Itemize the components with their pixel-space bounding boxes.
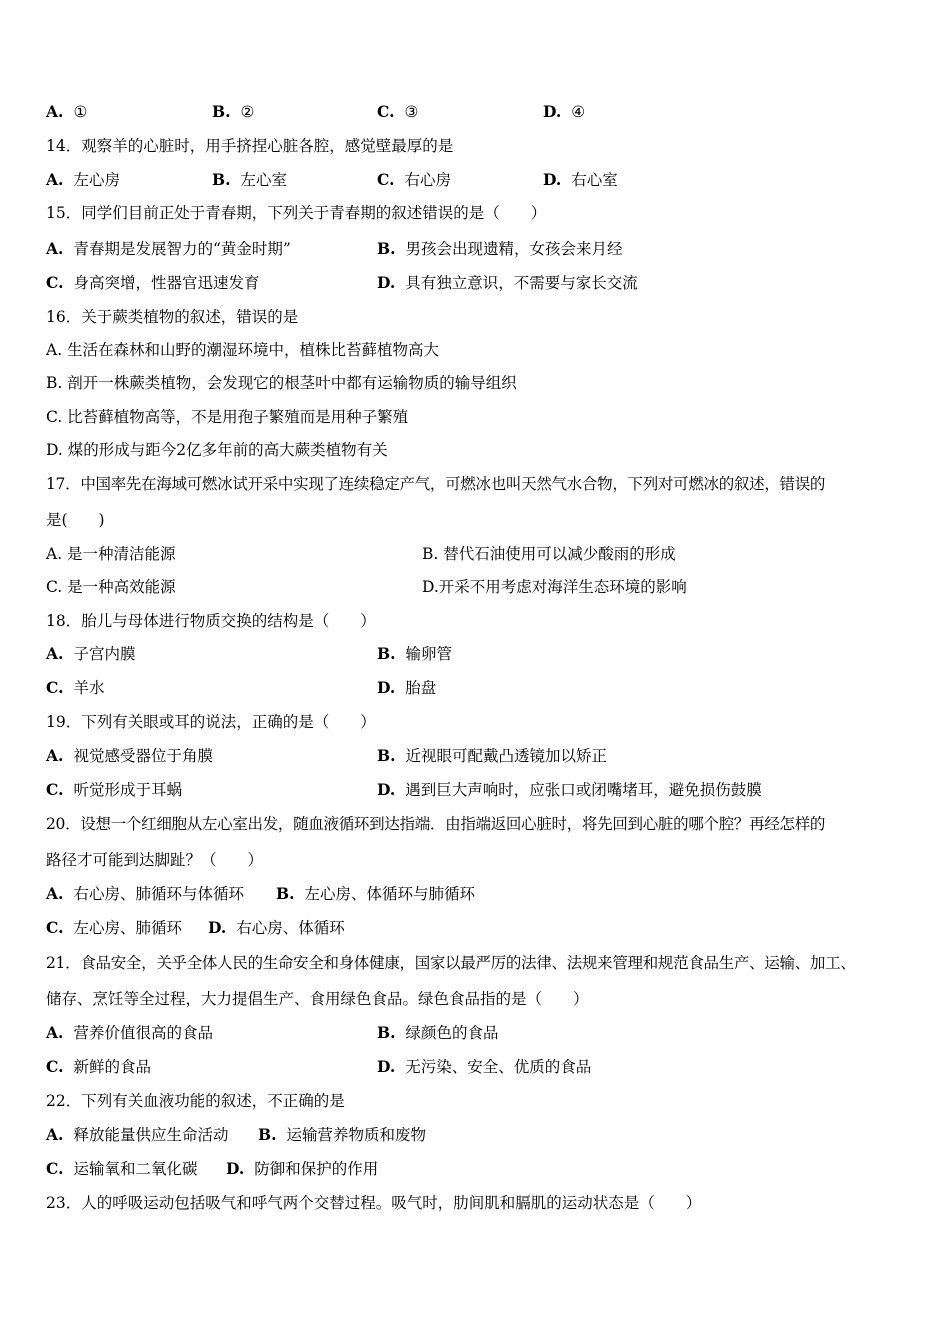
option-text: 左心房、肺循环 xyxy=(73,919,182,937)
q14-stem: 14．观察羊的心脏时，用手挤捏心脏各腔，感觉壁最厚的是 xyxy=(46,137,454,155)
option-key: B. xyxy=(212,170,231,189)
option-key: B. xyxy=(377,746,396,765)
option-text: 运输氧和二氧化碳 xyxy=(73,1160,198,1178)
q19-option-d xyxy=(377,780,762,800)
option-text: ② xyxy=(240,103,255,121)
q19-stem: 19．下列有关眼或耳的说法，正确的是（ ） xyxy=(46,713,376,731)
option-text: 遇到巨大声响时，应张口或闭嘴堵耳，避免损伤鼓膜 xyxy=(405,781,762,799)
q15-option-b xyxy=(377,239,623,259)
q20-stem-line2: 路径才可能到达脚趾？（ ） xyxy=(46,851,264,869)
option-key: C. xyxy=(46,780,64,799)
option-text: ④ xyxy=(571,103,586,121)
q16-option-b: B. 剖开一株蕨类植物，会发现它的根茎叶中都有运输物质的输导组织 xyxy=(46,374,517,392)
q14-option-a xyxy=(46,170,120,190)
q15-option-c xyxy=(46,273,259,293)
option-text: 近视眼可配戴凸透镜加以矫正 xyxy=(405,747,608,765)
q20-option-a xyxy=(46,884,244,904)
q15-stem: 15．同学们目前正处于青春期，下列关于青春期的叙述错误的是（ ） xyxy=(46,204,547,222)
q21-option-b xyxy=(377,1023,499,1043)
q16-option-a: A. 生活在森林和山野的潮湿环境中，植株比苔藓植物高大 xyxy=(46,341,440,359)
option-key: A. xyxy=(46,1125,64,1144)
q13-option-b xyxy=(212,102,254,122)
option-text: 运输营养物质和废物 xyxy=(286,1126,427,1144)
option-key: B. xyxy=(258,1125,277,1144)
option-text: 新鲜的食品 xyxy=(73,1058,151,1076)
option-text: 输卵管 xyxy=(405,645,453,663)
q18-option-c xyxy=(46,678,104,698)
q22-option-c xyxy=(46,1159,197,1179)
option-key: B. xyxy=(377,644,396,663)
option-text: 无污染、安全、优质的食品 xyxy=(405,1058,592,1076)
option-text: 右心房、肺循环与体循环 xyxy=(73,885,244,903)
option-key: B. xyxy=(212,102,231,121)
option-key: D. xyxy=(377,1057,396,1076)
q14-option-b xyxy=(212,170,287,190)
option-text: 防御和保护的作用 xyxy=(254,1160,379,1178)
option-key: D. xyxy=(226,1159,245,1178)
option-key: B. xyxy=(377,1023,396,1042)
q21-option-d xyxy=(377,1057,591,1077)
option-key: D. xyxy=(377,273,396,292)
option-key: A. xyxy=(46,239,64,258)
option-key: C. xyxy=(46,273,64,292)
q23-stem: 23．人的呼吸运动包括吸气和呼气两个交替过程。吸气时，肋间肌和膈肌的运动状态是（ ） xyxy=(46,1194,702,1212)
option-key: D. xyxy=(377,678,396,697)
q19-option-b xyxy=(377,746,607,766)
option-text: ③ xyxy=(404,103,419,121)
option-key: A. xyxy=(46,746,64,765)
option-key: D. xyxy=(208,918,227,937)
option-key: C. xyxy=(377,102,395,121)
q18-option-a xyxy=(46,644,135,664)
option-text: 羊水 xyxy=(73,679,105,697)
q22-option-a xyxy=(46,1125,228,1145)
q22-option-b xyxy=(258,1125,426,1145)
option-key: C. xyxy=(46,1057,64,1076)
option-key: D. xyxy=(377,780,396,799)
option-text: ① xyxy=(73,103,88,121)
q21-option-a xyxy=(46,1023,213,1043)
q17-option-d: D.开采不用考虑对海洋生态环境的影响 xyxy=(422,578,687,596)
q19-option-c xyxy=(46,780,182,800)
q17-stem-line2: 是( ) xyxy=(46,511,105,529)
q20-option-d xyxy=(208,918,345,938)
option-text: 子宫内膜 xyxy=(73,645,136,663)
q16-option-c: C. 比苔藓植物高等，不是用孢子繁殖而是用种子繁殖 xyxy=(46,408,409,426)
q13-option-a xyxy=(46,102,87,122)
option-key: A. xyxy=(46,884,64,903)
q17-option-a: A. 是一种清洁能源 xyxy=(46,545,176,563)
option-key: A. xyxy=(46,1023,64,1042)
option-text: 左心房 xyxy=(73,171,120,189)
option-key: A. xyxy=(46,102,64,121)
option-text: 身高突增，性器官迅速发育 xyxy=(73,274,260,292)
option-key: D. xyxy=(543,170,562,189)
option-text: 具有独立意识，不需要与家长交流 xyxy=(405,274,638,292)
option-key: A. xyxy=(46,170,64,189)
option-text: 左心室 xyxy=(240,171,288,189)
q14-option-c xyxy=(377,170,451,190)
option-text: 右心房 xyxy=(404,171,451,189)
option-text: 青春期是发展智力的“黄金时期” xyxy=(73,240,291,258)
q15-option-d xyxy=(377,273,638,293)
q21-option-c xyxy=(46,1057,151,1077)
q17-option-b: B. 替代石油使用可以减少酸雨的形成 xyxy=(422,545,676,563)
option-text: 释放能量供应生命活动 xyxy=(73,1126,229,1144)
q20-stem-line1: 20．设想一个红细胞从左心室出发，随血液循环到达指端．由指端返回心脏时，将先回到心脏的哪个腔？再经怎样的 xyxy=(46,815,826,833)
q22-stem: 22．下列有关血液功能的叙述，不正确的是 xyxy=(46,1092,345,1110)
q19-option-a xyxy=(46,746,213,766)
option-key: B. xyxy=(377,239,396,258)
q18-stem: 18．胎儿与母体进行物质交换的结构是（ ） xyxy=(46,612,376,630)
q17-stem-line1: 17．中国率先在海域可燃冰试开采中实现了连续稳定产气，可燃冰也叫天然气水合物，下列对可燃冰的叙述，错误的 xyxy=(46,475,826,493)
option-text: 左心房、体循环与肺循环 xyxy=(304,885,476,903)
option-text: 视觉感受器位于角膜 xyxy=(73,747,213,765)
q13-option-d xyxy=(543,102,585,122)
q16-option-d: D. 煤的形成与距今2亿多年前的高大蕨类植物有关 xyxy=(46,441,388,459)
option-key: B. xyxy=(276,884,295,903)
q20-option-c xyxy=(46,918,182,938)
option-text: 右心室 xyxy=(571,171,618,189)
q16-stem: 16．关于蕨类植物的叙述，错误的是 xyxy=(46,308,299,326)
q21-stem-line1: 21．食品安全，关乎全体人民的生命安全和身体健康，国家以最严厉的法律、法规来管理和规范食品生产、运输、加工、 xyxy=(46,954,856,972)
q18-option-b xyxy=(377,644,452,664)
option-text: 听觉形成于耳蜗 xyxy=(73,781,182,799)
q15-option-a xyxy=(46,239,291,259)
option-text: 胎盘 xyxy=(405,679,437,697)
option-key: C. xyxy=(377,170,395,189)
option-text: 右心房、体循环 xyxy=(236,919,345,937)
option-text: 男孩会出现遗精，女孩会来月经 xyxy=(405,240,623,258)
option-key: A. xyxy=(46,644,64,663)
option-key: C. xyxy=(46,918,64,937)
q22-option-d xyxy=(226,1159,378,1179)
q17-option-c: C. 是一种高效能源 xyxy=(46,578,176,596)
option-key: C. xyxy=(46,1159,64,1178)
q20-option-b xyxy=(276,884,475,904)
q14-option-d xyxy=(543,170,618,190)
option-key: D. xyxy=(543,102,562,121)
option-text: 绿颜色的食品 xyxy=(405,1024,499,1042)
q21-stem-line2: 储存、烹饪等全过程，大力提倡生产、食用绿色食品。绿色食品指的是（ ） xyxy=(46,990,589,1008)
q13-option-c xyxy=(377,102,418,122)
option-key: C. xyxy=(46,678,64,697)
q18-option-d xyxy=(377,678,436,698)
option-text: 营养价值很高的食品 xyxy=(73,1024,213,1042)
